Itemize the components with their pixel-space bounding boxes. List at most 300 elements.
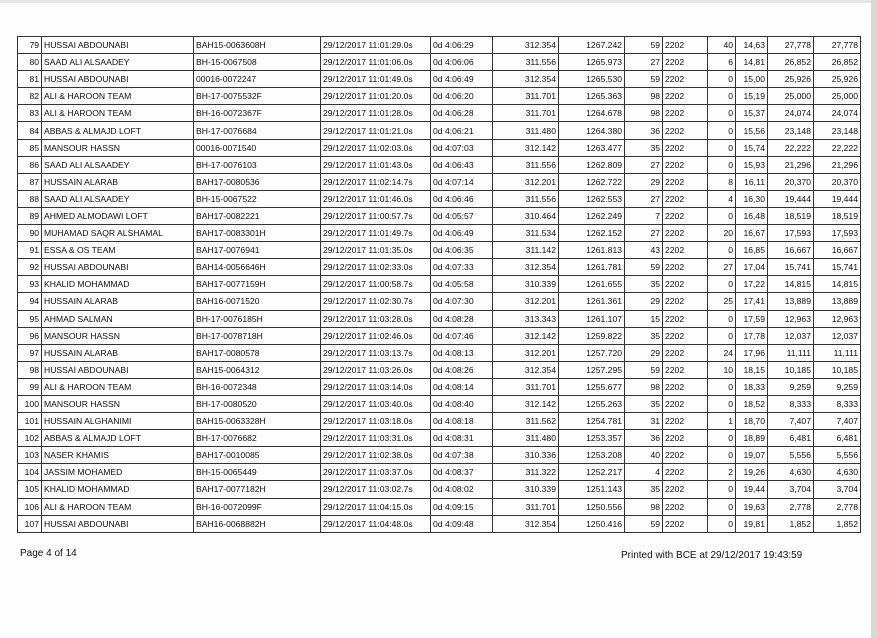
ring-cell: BH-16-0072099F xyxy=(194,498,321,515)
table-row xyxy=(18,37,861,54)
arrival-cell: 29/12/2017 11:04:48.0s xyxy=(321,515,431,532)
velocity-cell: 1262.249 xyxy=(559,207,625,224)
duration-cell: 0d 4:06:29 xyxy=(431,37,493,54)
table-row xyxy=(18,344,861,361)
rank-cell: 79 xyxy=(18,37,42,54)
basket-cell: 0 xyxy=(708,276,736,293)
table-row xyxy=(18,71,861,88)
percent-cell: 19,44 xyxy=(736,481,768,498)
arrival-cell: 29/12/2017 11:01:06.0s xyxy=(321,54,431,71)
ring-cell: BH-17-0076103 xyxy=(194,156,321,173)
total-cell: 22,222 xyxy=(814,139,861,156)
distance-cell: 312.354 xyxy=(493,361,559,378)
distance-cell: 312.354 xyxy=(493,37,559,54)
table-row xyxy=(18,498,861,515)
loft-cell: 29 xyxy=(625,173,663,190)
duration-cell: 0d 4:08:18 xyxy=(431,413,493,430)
basket-cell: 2 xyxy=(708,464,736,481)
code-cell: 2202 xyxy=(663,515,708,532)
results-table-body xyxy=(18,37,861,533)
ring-cell: BH-17-0076682 xyxy=(194,430,321,447)
table-row xyxy=(18,361,861,378)
rank-cell: 93 xyxy=(18,276,42,293)
fancier-cell: JASSIM MOHAMED xyxy=(42,464,194,481)
total-cell: 2,778 xyxy=(814,498,861,515)
velocity-cell: 1264.678 xyxy=(559,105,625,122)
percent-cell: 18,52 xyxy=(736,395,768,412)
ring-cell: BH-15-0067508 xyxy=(194,54,321,71)
velocity-cell: 1267.242 xyxy=(559,37,625,54)
code-cell: 2202 xyxy=(663,344,708,361)
duration-cell: 0d 4:08:31 xyxy=(431,430,493,447)
velocity-cell: 1261.655 xyxy=(559,276,625,293)
points-cell: 25,000 xyxy=(768,88,814,105)
ring-cell: BAH17-0077182H xyxy=(194,481,321,498)
scan-top-edge xyxy=(0,0,877,3)
total-cell: 14,815 xyxy=(814,276,861,293)
ring-cell: 00016-0071540 xyxy=(194,139,321,156)
table-row xyxy=(18,276,861,293)
table-row xyxy=(18,464,861,481)
rank-cell: 98 xyxy=(18,361,42,378)
loft-cell: 98 xyxy=(625,378,663,395)
rank-cell: 80 xyxy=(18,54,42,71)
basket-cell: 10 xyxy=(708,361,736,378)
distance-cell: 313.343 xyxy=(493,310,559,327)
velocity-cell: 1264.380 xyxy=(559,122,625,139)
fancier-cell: HUSSAIN ALARAB xyxy=(42,344,194,361)
duration-cell: 0d 4:05:57 xyxy=(431,207,493,224)
percent-cell: 16,11 xyxy=(736,173,768,190)
arrival-cell: 29/12/2017 11:00:58.7s xyxy=(321,276,431,293)
rank-cell: 90 xyxy=(18,225,42,242)
total-cell: 27,778 xyxy=(814,37,861,54)
fancier-cell: HUSSAI ABDOUNABI xyxy=(42,37,194,54)
loft-cell: 98 xyxy=(625,498,663,515)
code-cell: 2202 xyxy=(663,71,708,88)
code-cell: 2202 xyxy=(663,225,708,242)
fancier-cell: ALI & HAROON TEAM xyxy=(42,498,194,515)
scan-right-edge xyxy=(871,0,877,638)
basket-cell: 0 xyxy=(708,122,736,139)
total-cell: 10,185 xyxy=(814,361,861,378)
total-cell: 3,704 xyxy=(814,481,861,498)
loft-cell: 36 xyxy=(625,430,663,447)
ring-cell: BH-16-0072367F xyxy=(194,105,321,122)
table-row xyxy=(18,207,861,224)
distance-cell: 311.701 xyxy=(493,498,559,515)
code-cell: 2202 xyxy=(663,242,708,259)
duration-cell: 0d 4:05:58 xyxy=(431,276,493,293)
points-cell: 10,185 xyxy=(768,361,814,378)
fancier-cell: HUSSAI ABDOUNABI xyxy=(42,259,194,276)
percent-cell: 18,15 xyxy=(736,361,768,378)
distance-cell: 311.480 xyxy=(493,122,559,139)
arrival-cell: 29/12/2017 11:03:02.7s xyxy=(321,481,431,498)
points-cell: 23,148 xyxy=(768,122,814,139)
code-cell: 2202 xyxy=(663,173,708,190)
arrival-cell: 29/12/2017 11:01:43.0s xyxy=(321,156,431,173)
rank-cell: 82 xyxy=(18,88,42,105)
code-cell: 2202 xyxy=(663,88,708,105)
distance-cell: 310.339 xyxy=(493,276,559,293)
arrival-cell: 29/12/2017 11:01:29.0s xyxy=(321,37,431,54)
loft-cell: 29 xyxy=(625,344,663,361)
points-cell: 9,259 xyxy=(768,378,814,395)
points-cell: 15,741 xyxy=(768,259,814,276)
arrival-cell: 29/12/2017 11:02:38.0s xyxy=(321,447,431,464)
loft-cell: 59 xyxy=(625,361,663,378)
ring-cell: BH-15-0065449 xyxy=(194,464,321,481)
velocity-cell: 1265.973 xyxy=(559,54,625,71)
rank-cell: 99 xyxy=(18,378,42,395)
loft-cell: 43 xyxy=(625,242,663,259)
ring-cell: BAH15-0063328H xyxy=(194,413,321,430)
total-cell: 7,407 xyxy=(814,413,861,430)
basket-cell: 0 xyxy=(708,156,736,173)
distance-cell: 311.556 xyxy=(493,156,559,173)
arrival-cell: 29/12/2017 11:02:30.7s xyxy=(321,293,431,310)
ring-cell: BAH17-0083301H xyxy=(194,225,321,242)
code-cell: 2202 xyxy=(663,361,708,378)
table-row xyxy=(18,88,861,105)
velocity-cell: 1253.208 xyxy=(559,447,625,464)
rank-cell: 92 xyxy=(18,259,42,276)
table-row xyxy=(18,105,861,122)
points-cell: 7,407 xyxy=(768,413,814,430)
duration-cell: 0d 4:08:14 xyxy=(431,378,493,395)
percent-cell: 16,67 xyxy=(736,225,768,242)
duration-cell: 0d 4:08:26 xyxy=(431,361,493,378)
arrival-cell: 29/12/2017 11:02:03.0s xyxy=(321,139,431,156)
code-cell: 2202 xyxy=(663,378,708,395)
duration-cell: 0d 4:06:20 xyxy=(431,88,493,105)
duration-cell: 0d 4:06:49 xyxy=(431,225,493,242)
total-cell: 5,556 xyxy=(814,447,861,464)
total-cell: 4,630 xyxy=(814,464,861,481)
velocity-cell: 1262.152 xyxy=(559,225,625,242)
duration-cell: 0d 4:07:33 xyxy=(431,259,493,276)
points-cell: 5,556 xyxy=(768,447,814,464)
velocity-cell: 1261.361 xyxy=(559,293,625,310)
points-cell: 6,481 xyxy=(768,430,814,447)
code-cell: 2202 xyxy=(663,54,708,71)
loft-cell: 35 xyxy=(625,395,663,412)
ring-cell: BAH17-0010085 xyxy=(194,447,321,464)
basket-cell: 40 xyxy=(708,37,736,54)
percent-cell: 19,26 xyxy=(736,464,768,481)
duration-cell: 0d 4:08:28 xyxy=(431,310,493,327)
points-cell: 24,074 xyxy=(768,105,814,122)
points-cell: 12,963 xyxy=(768,310,814,327)
table-row xyxy=(18,156,861,173)
fancier-cell: ALI & HAROON TEAM xyxy=(42,378,194,395)
fancier-cell: ESSA & OS TEAM xyxy=(42,242,194,259)
percent-cell: 15,93 xyxy=(736,156,768,173)
percent-cell: 15,74 xyxy=(736,139,768,156)
basket-cell: 4 xyxy=(708,190,736,207)
loft-cell: 59 xyxy=(625,71,663,88)
total-cell: 21,296 xyxy=(814,156,861,173)
basket-cell: 1 xyxy=(708,413,736,430)
basket-cell: 0 xyxy=(708,430,736,447)
basket-cell: 0 xyxy=(708,395,736,412)
duration-cell: 0d 4:07:30 xyxy=(431,293,493,310)
fancier-cell: ALI & HAROON TEAM xyxy=(42,105,194,122)
percent-cell: 17,22 xyxy=(736,276,768,293)
rank-cell: 101 xyxy=(18,413,42,430)
ring-cell: BAH16-0068882H xyxy=(194,515,321,532)
rank-cell: 85 xyxy=(18,139,42,156)
distance-cell: 312.142 xyxy=(493,327,559,344)
code-cell: 2202 xyxy=(663,105,708,122)
rank-cell: 102 xyxy=(18,430,42,447)
rank-cell: 100 xyxy=(18,395,42,412)
table-row xyxy=(18,259,861,276)
fancier-cell: KHALID MOHAMMAD xyxy=(42,276,194,293)
points-cell: 26,852 xyxy=(768,54,814,71)
duration-cell: 0d 4:08:40 xyxy=(431,395,493,412)
duration-cell: 0d 4:09:48 xyxy=(431,515,493,532)
fancier-cell: SAAD ALI ALSAADEY xyxy=(42,190,194,207)
distance-cell: 312.354 xyxy=(493,71,559,88)
duration-cell: 0d 4:07:03 xyxy=(431,139,493,156)
basket-cell: 24 xyxy=(708,344,736,361)
duration-cell: 0d 4:08:37 xyxy=(431,464,493,481)
code-cell: 2202 xyxy=(663,276,708,293)
rank-cell: 94 xyxy=(18,293,42,310)
percent-cell: 17,96 xyxy=(736,344,768,361)
duration-cell: 0d 4:06:35 xyxy=(431,242,493,259)
table-row xyxy=(18,481,861,498)
table-row xyxy=(18,242,861,259)
velocity-cell: 1259.822 xyxy=(559,327,625,344)
total-cell: 8,333 xyxy=(814,395,861,412)
page-number: Page 4 of 14 xyxy=(20,548,77,559)
arrival-cell: 29/12/2017 11:01:20.0s xyxy=(321,88,431,105)
basket-cell: 0 xyxy=(708,310,736,327)
percent-cell: 15,19 xyxy=(736,88,768,105)
fancier-cell: HUSSAIN ALARAB xyxy=(42,293,194,310)
basket-cell: 0 xyxy=(708,139,736,156)
ring-cell: BAH16-0071520 xyxy=(194,293,321,310)
code-cell: 2202 xyxy=(663,481,708,498)
table-row xyxy=(18,447,861,464)
fancier-cell: AHMAD SALMAN xyxy=(42,310,194,327)
points-cell: 19,444 xyxy=(768,190,814,207)
code-cell: 2202 xyxy=(663,122,708,139)
total-cell: 20,370 xyxy=(814,173,861,190)
table-row xyxy=(18,515,861,532)
ring-cell: BAH17-0080578 xyxy=(194,344,321,361)
rank-cell: 97 xyxy=(18,344,42,361)
arrival-cell: 29/12/2017 11:01:46.0s xyxy=(321,190,431,207)
fancier-cell: ABBAS & ALMAJD LOFT xyxy=(42,430,194,447)
loft-cell: 4 xyxy=(625,464,663,481)
velocity-cell: 1255.263 xyxy=(559,395,625,412)
table-row xyxy=(18,327,861,344)
duration-cell: 0d 4:07:46 xyxy=(431,327,493,344)
ring-cell: BH-17-0076684 xyxy=(194,122,321,139)
loft-cell: 59 xyxy=(625,37,663,54)
points-cell: 20,370 xyxy=(768,173,814,190)
points-cell: 22,222 xyxy=(768,139,814,156)
duration-cell: 0d 4:06:43 xyxy=(431,156,493,173)
distance-cell: 311.480 xyxy=(493,430,559,447)
arrival-cell: 29/12/2017 11:01:35.0s xyxy=(321,242,431,259)
percent-cell: 14,81 xyxy=(736,54,768,71)
loft-cell: 27 xyxy=(625,190,663,207)
printed-stamp: Printed with BCE at 29/12/2017 19:43:59 xyxy=(621,550,803,561)
duration-cell: 0d 4:08:02 xyxy=(431,481,493,498)
percent-cell: 18,33 xyxy=(736,378,768,395)
basket-cell: 0 xyxy=(708,207,736,224)
percent-cell: 18,70 xyxy=(736,413,768,430)
ring-cell: BAH15-0064312 xyxy=(194,361,321,378)
arrival-cell: 29/12/2017 11:03:31.0s xyxy=(321,430,431,447)
points-cell: 16,667 xyxy=(768,242,814,259)
arrival-cell: 29/12/2017 11:01:49.0s xyxy=(321,71,431,88)
percent-cell: 15,37 xyxy=(736,105,768,122)
duration-cell: 0d 4:09:15 xyxy=(431,498,493,515)
basket-cell: 0 xyxy=(708,71,736,88)
distance-cell: 311.701 xyxy=(493,105,559,122)
fancier-cell: MUHAMAD SAQR ALSHAMAL xyxy=(42,225,194,242)
rank-cell: 87 xyxy=(18,173,42,190)
arrival-cell: 29/12/2017 11:03:18.0s xyxy=(321,413,431,430)
arrival-cell: 29/12/2017 11:02:46.0s xyxy=(321,327,431,344)
basket-cell: 8 xyxy=(708,173,736,190)
total-cell: 23,148 xyxy=(814,122,861,139)
arrival-cell: 29/12/2017 11:01:49.7s xyxy=(321,225,431,242)
ring-cell: BH-17-0078718H xyxy=(194,327,321,344)
basket-cell: 0 xyxy=(708,498,736,515)
basket-cell: 0 xyxy=(708,242,736,259)
basket-cell: 0 xyxy=(708,105,736,122)
table-row xyxy=(18,378,861,395)
distance-cell: 311.701 xyxy=(493,378,559,395)
percent-cell: 19,63 xyxy=(736,498,768,515)
total-cell: 15,741 xyxy=(814,259,861,276)
percent-cell: 19,81 xyxy=(736,515,768,532)
velocity-cell: 1251.143 xyxy=(559,481,625,498)
ring-cell: BH-15-0067522 xyxy=(194,190,321,207)
rank-cell: 107 xyxy=(18,515,42,532)
duration-cell: 0d 4:06:06 xyxy=(431,54,493,71)
points-cell: 3,704 xyxy=(768,481,814,498)
fancier-cell: HUSSAI ABDOUNABI xyxy=(42,515,194,532)
code-cell: 2202 xyxy=(663,464,708,481)
rank-cell: 81 xyxy=(18,71,42,88)
ring-cell: BH-17-0075532F xyxy=(194,88,321,105)
arrival-cell: 29/12/2017 11:02:14.7s xyxy=(321,173,431,190)
ring-cell: BH-17-0076185H xyxy=(194,310,321,327)
arrival-cell: 29/12/2017 11:03:14.0s xyxy=(321,378,431,395)
duration-cell: 0d 4:08:13 xyxy=(431,344,493,361)
rank-cell: 105 xyxy=(18,481,42,498)
total-cell: 26,852 xyxy=(814,54,861,71)
table-row xyxy=(18,395,861,412)
points-cell: 4,630 xyxy=(768,464,814,481)
rank-cell: 95 xyxy=(18,310,42,327)
table-row xyxy=(18,413,861,430)
percent-cell: 16,30 xyxy=(736,190,768,207)
points-cell: 12,037 xyxy=(768,327,814,344)
code-cell: 2202 xyxy=(663,37,708,54)
total-cell: 11,111 xyxy=(814,344,861,361)
total-cell: 24,074 xyxy=(814,105,861,122)
points-cell: 2,778 xyxy=(768,498,814,515)
fancier-cell: SAAD ALI ALSAADEY xyxy=(42,54,194,71)
total-cell: 17,593 xyxy=(814,225,861,242)
loft-cell: 35 xyxy=(625,139,663,156)
distance-cell: 312.354 xyxy=(493,515,559,532)
distance-cell: 310.336 xyxy=(493,447,559,464)
points-cell: 27,778 xyxy=(768,37,814,54)
percent-cell: 17,59 xyxy=(736,310,768,327)
ring-cell: BAH17-0082221 xyxy=(194,207,321,224)
rank-cell: 88 xyxy=(18,190,42,207)
points-cell: 25,926 xyxy=(768,71,814,88)
velocity-cell: 1250.416 xyxy=(559,515,625,532)
rank-cell: 96 xyxy=(18,327,42,344)
velocity-cell: 1261.107 xyxy=(559,310,625,327)
fancier-cell: AHMED ALMODAWI LOFT xyxy=(42,207,194,224)
table-row xyxy=(18,293,861,310)
loft-cell: 98 xyxy=(625,105,663,122)
points-cell: 1,852 xyxy=(768,515,814,532)
loft-cell: 40 xyxy=(625,447,663,464)
code-cell: 2202 xyxy=(663,413,708,430)
code-cell: 2202 xyxy=(663,498,708,515)
code-cell: 2202 xyxy=(663,190,708,207)
rank-cell: 104 xyxy=(18,464,42,481)
distance-cell: 312.142 xyxy=(493,139,559,156)
arrival-cell: 29/12/2017 11:01:21.0s xyxy=(321,122,431,139)
percent-cell: 17,41 xyxy=(736,293,768,310)
duration-cell: 0d 4:06:28 xyxy=(431,105,493,122)
arrival-cell: 29/12/2017 11:03:26.0s xyxy=(321,361,431,378)
distance-cell: 312.201 xyxy=(493,173,559,190)
velocity-cell: 1261.781 xyxy=(559,259,625,276)
distance-cell: 312.142 xyxy=(493,395,559,412)
points-cell: 8,333 xyxy=(768,395,814,412)
points-cell: 14,815 xyxy=(768,276,814,293)
distance-cell: 312.354 xyxy=(493,259,559,276)
fancier-cell: MANSOUR HASSN xyxy=(42,395,194,412)
velocity-cell: 1255.677 xyxy=(559,378,625,395)
total-cell: 19,444 xyxy=(814,190,861,207)
ring-cell: BH-17-0080520 xyxy=(194,395,321,412)
basket-cell: 6 xyxy=(708,54,736,71)
fancier-cell: SAAD ALI ALSAADEY xyxy=(42,156,194,173)
distance-cell: 312.201 xyxy=(493,344,559,361)
code-cell: 2202 xyxy=(663,447,708,464)
arrival-cell: 29/12/2017 11:01:28.0s xyxy=(321,105,431,122)
fancier-cell: MANSOUR HASSN xyxy=(42,139,194,156)
arrival-cell: 29/12/2017 11:00:57.7s xyxy=(321,207,431,224)
rank-cell: 84 xyxy=(18,122,42,139)
percent-cell: 18,89 xyxy=(736,430,768,447)
basket-cell: 25 xyxy=(708,293,736,310)
velocity-cell: 1253.357 xyxy=(559,430,625,447)
percent-cell: 15,00 xyxy=(736,71,768,88)
fancier-cell: ABBAS & ALMAJD LOFT xyxy=(42,122,194,139)
total-cell: 9,259 xyxy=(814,378,861,395)
duration-cell: 0d 4:07:38 xyxy=(431,447,493,464)
ring-cell: BAH17-0080536 xyxy=(194,173,321,190)
basket-cell: 0 xyxy=(708,378,736,395)
